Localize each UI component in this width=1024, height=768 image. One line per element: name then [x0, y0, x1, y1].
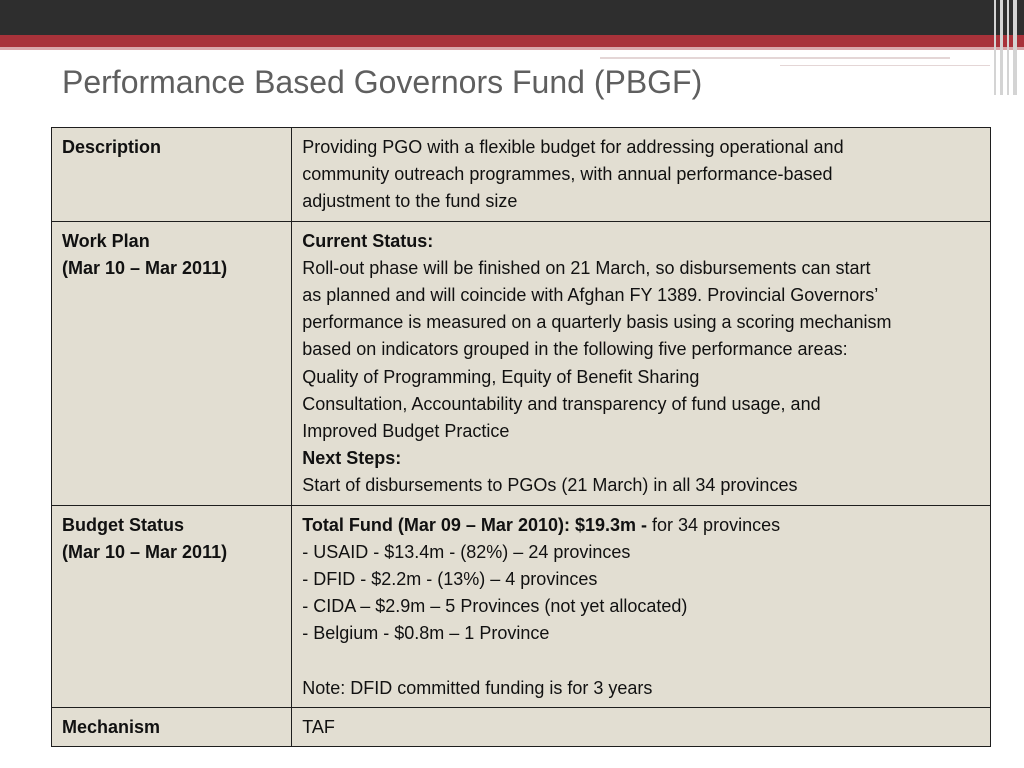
table-row-description	[52, 128, 991, 222]
donor-item: - Belgium - $0.8m – 1 Province	[302, 623, 550, 644]
row-content-mechanism: TAF	[292, 708, 991, 747]
next-steps-heading: Next Steps:	[302, 448, 402, 469]
table-row-budget-status	[52, 505, 991, 707]
row-content-work-plan	[292, 221, 991, 505]
pbgf-info-table	[51, 127, 991, 747]
total-fund-scope: for 34 provinces	[652, 514, 781, 535]
current-status-line: as planned and will coincide with Afghan FY 1389. Provincial Governors’	[302, 285, 879, 306]
description-line: community outreach programmes, with annual performance-based	[302, 164, 833, 185]
current-status-heading: Current Status:	[302, 230, 434, 251]
description-line: adjustment to the fund size	[302, 191, 518, 212]
funding-note: Note: DFID committed funding is for 3 years	[302, 677, 653, 698]
decorative-vertical-bars	[990, 0, 1024, 95]
donor-item: - DFID - $2.2m - (13%) – 4 provinces	[302, 569, 598, 590]
table-row-work-plan	[52, 221, 991, 505]
total-fund-amount: Total Fund (Mar 09 – Mar 2010): $19.3m -	[302, 514, 653, 535]
slide-title: Performance Based Governors Fund (PBGF)	[62, 64, 703, 100]
current-status-line: based on indicators grouped in the following five performance areas:	[302, 339, 848, 360]
red-accent-stripe	[0, 35, 1024, 47]
budget-status-label: Budget Status	[62, 514, 185, 535]
next-steps-text: Start of disbursements to PGOs (21 March) in all 34 provinces	[302, 475, 798, 496]
row-label-budget-status	[52, 505, 292, 707]
table-row-mechanism	[52, 708, 991, 747]
description-line: Providing PGO with a flexible budget for addressing operational and	[302, 137, 844, 157]
row-label-mechanism: Mechanism	[52, 708, 292, 747]
budget-status-period: (Mar 10 – Mar 2011)	[62, 541, 228, 562]
current-status-line: Improved Budget Practice	[302, 421, 510, 442]
row-content-description	[292, 128, 991, 222]
current-status-line: Quality of Programming, Equity of Benefit Sharing	[302, 366, 700, 387]
work-plan-label: Work Plan	[62, 230, 150, 251]
donor-item: - CIDA – $2.9m – 5 Provinces (not yet allocated)	[302, 596, 688, 617]
donor-item: - USAID - $13.4m - (82%) – 24 provinces	[302, 541, 631, 562]
row-label-work-plan	[52, 221, 292, 505]
pink-accent-line	[0, 47, 1024, 50]
row-content-budget-status	[292, 505, 991, 707]
current-status-line: performance is measured on a quarterly basis using a scoring mechanism	[302, 312, 892, 333]
decorative-thin-line-short	[780, 65, 990, 66]
spacer	[302, 648, 980, 675]
current-status-line: Consultation, Accountability and transparency of fund usage, and	[302, 393, 821, 414]
work-plan-period: (Mar 10 – Mar 2011)	[62, 257, 228, 278]
decorative-thin-line	[600, 57, 950, 59]
current-status-line: Roll-out phase will be finished on 21 March, so disbursements can start	[302, 257, 871, 278]
row-label-description: Description	[52, 128, 292, 222]
top-dark-bar	[0, 0, 1024, 35]
total-fund-line	[302, 512, 980, 539]
